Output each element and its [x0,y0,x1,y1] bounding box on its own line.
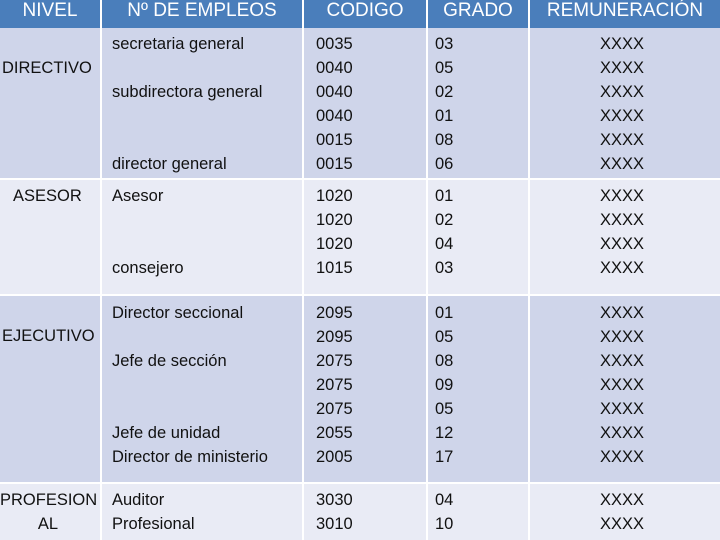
codigo: 1015 [316,259,353,277]
remuneracion: XXXX [600,424,645,442]
codigo: 1020 [316,235,353,253]
grados-ejecutivo [435,301,453,469]
nivel-line: AL [37,515,59,533]
codigos-asesor [316,184,353,280]
remuneracion: XXXX [600,59,645,77]
codigo: 2075 [316,376,353,394]
grado: 02 [435,211,454,229]
remuneracion: XXXX [600,515,645,533]
grado: 04 [435,491,454,509]
grado: 05 [435,400,454,418]
remuneracion: XXXX [600,35,645,53]
codigo: 2075 [316,352,353,370]
remuneracion: XXXX [600,131,645,149]
nivel-line: PROFESION [0,491,98,509]
grado: 03 [435,259,454,277]
codigo: 2095 [316,304,353,322]
grados-directivo [435,32,453,176]
header-empleos: Nº DE EMPLEOS [102,0,302,28]
empleo: Director seccional [112,304,244,322]
grado: 08 [435,352,454,370]
codigo: 0040 [316,83,353,101]
empleo: Profesional [112,515,195,533]
codigo: 2075 [316,400,353,418]
codigo: 0015 [316,131,353,149]
remuneraciones-asesor [600,184,644,280]
column-divider [426,28,428,540]
codigos-directivo [316,32,353,176]
grado: 08 [435,131,454,149]
codigo: 1020 [316,187,353,205]
empleo: Asesor [112,187,164,205]
row-divider [0,178,720,180]
grados-profesional [435,488,453,536]
empleo: Jefe de unidad [112,424,221,442]
remuneracion: XXXX [600,211,645,229]
remuneraciones-profesional [600,488,644,536]
nivel-ejecutivo: EJECUTIVO [2,327,95,345]
nivel-asesor: ASESOR [13,187,82,205]
grado: 04 [435,235,454,253]
grado: 10 [435,515,454,533]
remuneracion: XXXX [600,83,645,101]
empleo: director general [112,155,227,173]
row-divider [0,294,720,296]
column-divider [528,28,530,540]
remuneracion: XXXX [600,235,645,253]
nivel-directivo: DIRECTIVO [2,59,92,77]
grado: 17 [435,448,454,466]
remuneraciones-ejecutivo [600,301,644,469]
codigo: 1020 [316,211,353,229]
remuneracion: XXXX [600,187,645,205]
codigos-profesional [316,488,353,536]
grado: 12 [435,424,454,442]
header-remuneracion: REMUNERACIÓN [530,0,720,28]
remuneracion: XXXX [600,259,645,277]
remuneracion: XXXX [600,328,645,346]
remuneracion: XXXX [600,448,645,466]
grado: 06 [435,155,454,173]
remuneracion: XXXX [600,107,645,125]
grado: 05 [435,328,454,346]
empleo: secretaria general [112,35,245,53]
codigo: 3010 [316,515,353,533]
remuneracion: XXXX [600,376,645,394]
grado: 09 [435,376,454,394]
grados-asesor [435,184,453,280]
codigo: 2095 [316,328,353,346]
codigos-ejecutivo [316,301,353,469]
codigo: 0040 [316,107,353,125]
empleo: Director de ministerio [112,448,268,466]
remuneraciones-directivo [600,32,644,176]
remuneracion: XXXX [600,400,645,418]
header-codigo: CODIGO [304,0,426,28]
remuneracion: XXXX [600,304,645,322]
grado: 01 [435,304,454,322]
grado: 01 [435,107,454,125]
remuneracion: XXXX [600,155,645,173]
empleo: Auditor [112,491,165,509]
grado: 05 [435,59,454,77]
codigo: 2055 [316,424,353,442]
codigo: 2005 [316,448,353,466]
codigo: 0040 [316,59,353,77]
row-divider [0,482,720,484]
empleo: Jefe de sección [112,352,227,370]
empleo: subdirectora general [112,83,263,101]
nivel-profesional [0,488,96,536]
codigo: 0035 [316,35,353,53]
grado: 01 [435,187,454,205]
grado: 03 [435,35,454,53]
column-divider [302,28,304,540]
remuneracion: XXXX [600,491,645,509]
grado: 02 [435,83,454,101]
remuneracion: XXXX [600,352,645,370]
column-divider [100,28,102,540]
header-nivel: NIVEL [0,0,100,28]
codigo: 0015 [316,155,353,173]
empleo: consejero [112,259,184,277]
codigo: 3030 [316,491,353,509]
header-grado: GRADO [428,0,528,28]
